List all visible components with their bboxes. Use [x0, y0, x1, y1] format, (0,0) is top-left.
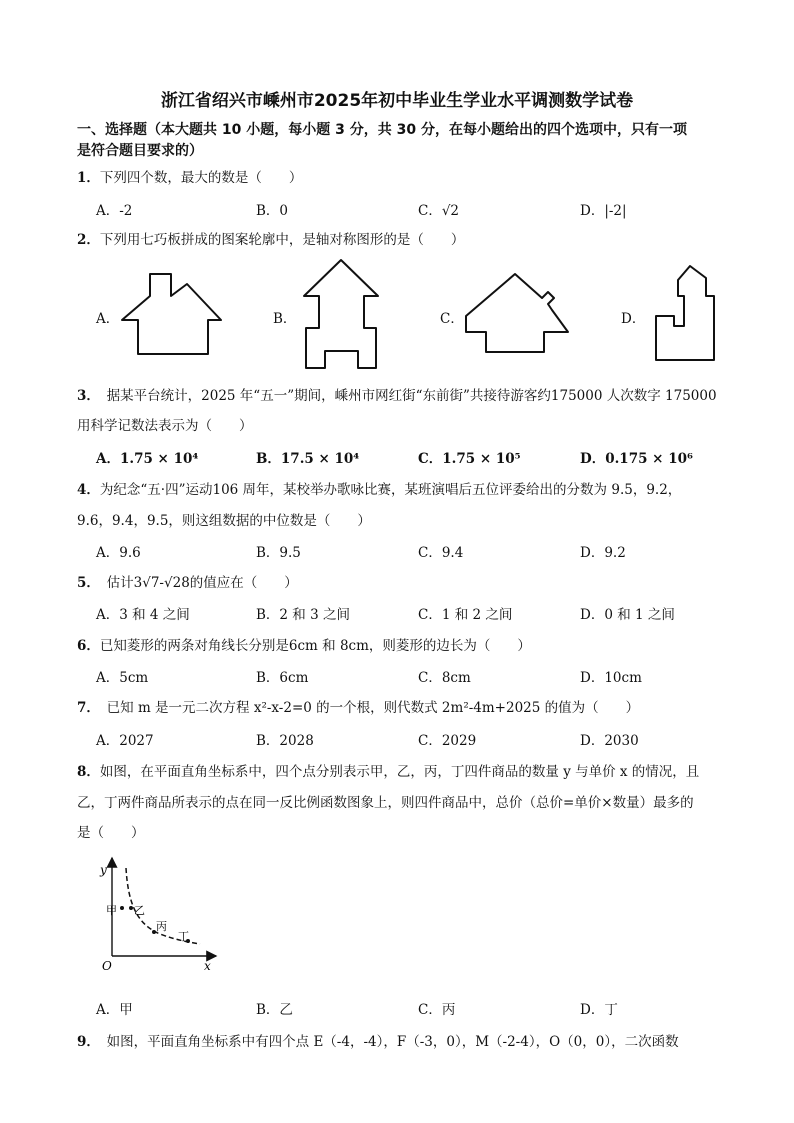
q5-option-d: D．0 和 1 之间 [580, 607, 675, 623]
q1-option-b: B．0 [256, 203, 289, 219]
question-5 [77, 571, 298, 591]
origin-label: O [102, 959, 112, 973]
label-jia: 甲 [106, 904, 117, 917]
q4-option-d: D．9.2 [580, 545, 626, 561]
question-3-line2: 用科学记数法表示为（ ） [77, 418, 253, 434]
q6-option-b: B．6cm [256, 670, 309, 686]
q8-option-c: C．丙 [418, 1002, 456, 1018]
question-text-line1: 如图，在平面直角坐标系中，四个点分别表示甲，乙，丙，丁四件商品的数量 y 与单价 x 的情况，且 [99, 764, 700, 780]
question-text-line1: 据某平台统计，2025 年“五一”期间，嵊州市网红街“东前街”共接待游客约175000 人次数字 175000 [93, 388, 717, 404]
q2-option-b: B． [273, 311, 297, 327]
tangram-figure-a [118, 262, 228, 362]
q1-option-c: C．√2 [418, 203, 460, 219]
question-number: 8． [77, 764, 100, 780]
q4-option-a: A．9.6 [96, 545, 141, 561]
question-number: 1． [77, 170, 100, 186]
q8-option-a: A．甲 [96, 1002, 133, 1018]
tangram-figure-c [460, 268, 575, 358]
question-text: 下列用七巧板拼成的图案轮廓中，是轴对称图形的是（ ） [99, 232, 465, 248]
label-bing: 丙 [156, 920, 167, 933]
question-number: 7． [77, 700, 94, 716]
section-header-line2: 是符合题目要求的） [77, 143, 203, 159]
question-8 [77, 760, 699, 780]
q3-option-b: B．17.5 × 10⁴ [256, 451, 360, 467]
question-text: 估计3√7-√28的值应在（ ） [93, 575, 298, 591]
q1-option-d: D．|-2| [580, 203, 627, 219]
question-7 [77, 696, 639, 716]
section-header-line1: 一、选择题（本大题共 10 小题，每小题 3 分，共 30 分，在每小题给出的四个选项中，只有一项 [77, 122, 687, 138]
q8-option-b: B．乙 [256, 1002, 293, 1018]
question-number: 5． [77, 575, 94, 591]
question-9 [77, 1030, 679, 1050]
tangram-figure-b [298, 256, 388, 374]
question-3 [77, 384, 717, 404]
question-number: 9． [77, 1034, 94, 1050]
q4-option-b: B．9.5 [256, 545, 301, 561]
question-4 [77, 478, 681, 498]
q6-option-c: C．8cm [418, 670, 471, 686]
q5-option-b: B．2 和 3 之间 [256, 607, 350, 623]
q7-option-a: A．2027 [96, 733, 154, 749]
q3-option-c: C．1.75 × 10⁵ [418, 451, 521, 467]
q5-option-a: A．3 和 4 之间 [96, 607, 190, 623]
q2-option-d: D． [621, 311, 646, 327]
question-text: 下列四个数，最大的数是（ ） [99, 170, 303, 186]
q6-option-a: A．5cm [96, 670, 149, 686]
q7-option-c: C．2029 [418, 733, 477, 749]
question-1 [77, 166, 302, 186]
question-text: 已知 m 是一元二次方程 x²-x-2=0 的一个根，则代数式 2m²-4m+2025 的值为（ ） [93, 700, 640, 716]
q8-option-d: D．丁 [580, 1002, 618, 1018]
q5-option-c: C．1 和 2 之间 [418, 607, 513, 623]
tangram-figure-d [648, 260, 728, 368]
question-text-line1: 为纪念“五·四”运动106 周年，某校举办歌咏比赛，某班演唱后五位评委给出的分数为 9.5，9.2， [99, 482, 682, 498]
q4-option-c: C．9.4 [418, 545, 464, 561]
question-text: 如图，平面直角坐标系中有四个点 E（-4，-4），F（-3，0），M（-2-4），O（0，0），二次函数 [93, 1034, 679, 1050]
question-8-line2: 乙，丁两件商品所表示的点在同一反比例函数图象上，则四件商品中，总价（总价=单价×数量）最多的 [77, 795, 694, 811]
point-yi [129, 906, 133, 910]
exam-title: 浙江省绍兴市嵊州市2025年初中毕业生学业水平调测数学试卷 [160, 91, 634, 111]
inverse-proportion-graph [88, 852, 228, 982]
q7-option-b: B．2028 [256, 733, 314, 749]
q7-option-d: D．2030 [580, 733, 639, 749]
question-6 [77, 634, 531, 654]
question-8-line3: 是（ ） [77, 825, 145, 841]
point-jia [120, 906, 124, 910]
q2-option-c: C． [440, 311, 464, 327]
question-text: 已知菱形的两条对角线长分别是6cm 和 8cm，则菱形的边长为（ ） [99, 638, 531, 654]
question-number: 3． [77, 388, 94, 404]
y-axis-label: y [100, 863, 107, 877]
q1-option-a: A．-2 [96, 203, 133, 219]
q6-option-d: D．10cm [580, 670, 642, 686]
q2-option-a: A． [96, 311, 120, 327]
x-axis-label: x [204, 959, 211, 973]
q3-option-a: A．1.75 × 10⁴ [96, 451, 199, 467]
question-2 [77, 228, 464, 248]
q3-option-d: D．0.175 × 10⁶ [580, 451, 693, 467]
question-number: 4． [77, 482, 100, 498]
question-4-line2: 9.6，9.4，9.5，则这组数据的中位数是（ ） [77, 513, 371, 529]
question-number: 2． [77, 232, 100, 248]
question-number: 6． [77, 638, 100, 654]
label-yi: 乙 [134, 904, 145, 917]
label-ding: 丁 [178, 930, 189, 943]
